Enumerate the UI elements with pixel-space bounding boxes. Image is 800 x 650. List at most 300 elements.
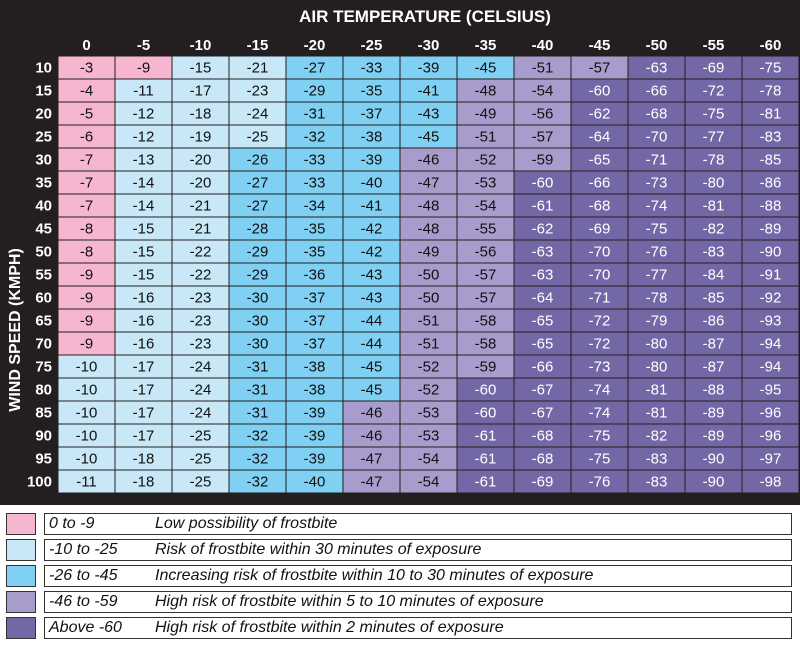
cell-value: -88 [759,197,782,215]
cell-value: -9 [79,289,94,307]
cell-value: -32 [246,473,269,491]
column-header: -45 [588,37,611,54]
cell-value: -37 [303,289,326,307]
cell-value: -7 [79,197,94,215]
cell-value: -75 [588,427,611,445]
cell-value: -89 [702,404,725,422]
cell-value: -30 [246,289,269,307]
row-header: 80 [35,381,52,399]
cell-value: -18 [189,105,212,123]
cell-value: -71 [645,151,668,169]
cell-value: -16 [132,289,155,307]
column-headers [82,37,781,54]
cell-value: -72 [702,82,725,100]
cell-value: -31 [303,105,326,123]
cell-value: -17 [132,427,155,445]
cell-value: -52 [417,358,440,376]
cell-value: -42 [360,243,383,261]
cell-value: -60 [474,404,497,422]
cell-value: -43 [417,105,440,123]
cell-value: -26 [246,151,269,169]
cell-value: -75 [759,59,782,77]
cell-value: -78 [702,151,725,169]
cell-value: -55 [474,220,497,238]
cell-value: -67 [531,404,554,422]
column-header: -15 [246,37,269,54]
cell-value: -74 [588,381,611,399]
cell-value: -21 [189,220,212,238]
cell-value: -22 [189,266,212,284]
cell-value: -39 [303,427,326,445]
cell-value: -90 [702,473,725,491]
cell-value: -68 [531,450,554,468]
cell-value: -12 [132,128,155,146]
cell-value: -32 [246,427,269,445]
legend-description: High risk of frostbite within 2 minutes of exposure [155,619,504,636]
cell-value: -84 [702,266,725,284]
cell-value: -66 [588,174,611,192]
legend-item [6,617,792,639]
cell-value: -25 [189,427,212,445]
cell-value: -90 [759,243,782,261]
cell-value: -28 [246,220,269,238]
cell-value: -24 [246,105,269,123]
row-header: 40 [35,197,52,215]
row-headers [27,60,52,491]
cell-value: -57 [474,266,497,284]
legend-range: -46 to -59 [49,593,118,610]
cell-value: -39 [303,404,326,422]
cell-value: -48 [417,197,440,215]
cell-value: -27 [246,197,269,215]
cell-value: -68 [645,105,668,123]
cell-value: -53 [474,174,497,192]
cell-value: -71 [588,289,611,307]
column-header: -35 [474,37,497,54]
row-header: 95 [35,450,52,468]
column-header: 0 [82,37,91,54]
column-header: -5 [136,37,151,54]
column-header: -30 [417,37,440,54]
cell-value: -9 [136,59,151,77]
cell-value: -87 [702,358,725,376]
legend-description: Risk of frostbite within 30 minutes of exposure [155,541,482,558]
cell-value: -53 [417,404,440,422]
cell-value: -33 [303,151,326,169]
cell-value: -44 [360,312,383,330]
cell-value: -93 [759,312,782,330]
cell-value: -70 [588,243,611,261]
cell-value: -47 [417,174,440,192]
cell-value: -25 [189,450,212,468]
cell-value: -79 [645,312,668,330]
cell-value: -60 [474,381,497,399]
cell-value: -69 [702,59,725,77]
cell-value: -23 [246,82,269,100]
cell-value: -91 [759,266,782,284]
cell-value: -39 [417,59,440,77]
row-header: 10 [35,59,52,77]
cell-value: -57 [474,289,497,307]
cell-value: -15 [132,266,155,284]
cell-value: -83 [759,128,782,146]
cell-value: -65 [531,312,554,330]
cell-value: -15 [189,59,212,77]
cell-value: -49 [474,105,497,123]
cell-value: -60 [588,82,611,100]
cell-value: -24 [189,404,212,422]
legend-item [6,513,792,535]
row-header: 65 [35,312,52,330]
cell-value: -45 [417,128,440,146]
cell-value: -38 [360,128,383,146]
column-header: -40 [531,37,554,54]
cell-value: -58 [474,335,497,353]
cell-value: -62 [588,105,611,123]
cell-value: -75 [702,105,725,123]
cell-value: -92 [759,289,782,307]
row-header: 50 [35,243,52,261]
row-header: 60 [35,289,52,307]
cell-value: -35 [360,82,383,100]
cell-value: -34 [303,197,326,215]
cell-value: -40 [303,473,326,491]
column-header: -20 [303,37,326,54]
row-header: 55 [35,266,52,284]
cell-value: -82 [645,427,668,445]
cell-value: -73 [645,174,668,192]
cell-value: -59 [474,358,497,376]
cell-value: -33 [303,174,326,192]
cell-value: -31 [246,404,269,422]
cell-value: -17 [189,82,212,100]
legend [0,505,800,650]
cell-value: -63 [645,59,668,77]
cell-value: -9 [79,312,94,330]
cell-value: -4 [79,82,94,100]
cell-value: -90 [702,450,725,468]
cell-value: -39 [303,450,326,468]
cell-value: -42 [360,220,383,238]
cell-value: -86 [702,312,725,330]
legend-range: 0 to -9 [49,515,95,532]
cell-value: -65 [588,151,611,169]
cell-value: -5 [79,105,94,123]
cell-value: -57 [531,128,554,146]
cell-value: -43 [360,289,383,307]
cell-value: -11 [133,82,154,100]
cell-value: -3 [79,59,94,77]
cell-value: -66 [645,82,668,100]
cell-value: -43 [360,266,383,284]
cell-value: -37 [303,312,326,330]
cell-value: -32 [303,128,326,146]
cell-value: -81 [759,105,782,123]
cell-value: -39 [360,151,383,169]
cell-value: -47 [360,473,383,491]
cell-value: -68 [588,197,611,215]
column-header: -25 [360,37,383,54]
cell-value: -23 [189,312,212,330]
cell-value: -9 [79,335,94,353]
cell-value: -51 [417,312,440,330]
cell-value: -46 [360,404,383,422]
cell-value: -80 [645,335,668,353]
row-header: 70 [35,335,52,353]
cell-value: -27 [246,174,269,192]
cell-value: -80 [645,358,668,376]
cell-value: -75 [588,450,611,468]
cell-value: -10 [75,381,98,399]
column-header: -10 [189,37,212,54]
cell-value: -16 [132,335,155,353]
cell-value: -94 [759,335,782,353]
cell-value: -95 [759,381,782,399]
row-header: 30 [35,151,52,169]
row-header: 100 [26,473,52,491]
legend-label-box [44,565,792,587]
cell-value: -15 [132,220,155,238]
row-header: 45 [35,220,52,238]
chart-title: AIR TEMPERATURE (CELSIUS) [299,7,551,26]
cell-value: -9 [79,266,94,284]
y-axis-label: WIND SPEED (KMPH) [7,248,24,412]
cell-value: -85 [759,151,782,169]
legend-label-box [44,539,792,561]
cell-value: -74 [588,404,611,422]
cell-value: -38 [303,358,326,376]
cell-value: -76 [588,473,611,491]
cell-value: -41 [417,82,440,100]
cell-value: -40 [360,174,383,192]
cell-value: -29 [303,82,326,100]
cell-value: -47 [360,450,383,468]
cell-value: -51 [531,59,554,77]
cell-value: -83 [645,450,668,468]
legend-label-box [44,513,792,535]
cell-value: -87 [702,335,725,353]
cell-value: -58 [474,312,497,330]
cell-value: -11 [76,473,97,491]
cell-value: -83 [702,243,725,261]
cell-value: -64 [531,289,554,307]
cell-value: -66 [531,358,554,376]
cell-value: -85 [702,289,725,307]
cell-value: -8 [79,243,94,261]
cell-value: -17 [132,404,155,422]
cell-value: -8 [79,220,94,238]
table-cells [58,56,799,493]
cell-value: -88 [702,381,725,399]
cell-value: -18 [132,450,155,468]
cell-value: -98 [759,473,782,491]
cell-value: -17 [132,381,155,399]
cell-value: -36 [303,266,326,284]
cell-value: -97 [759,450,782,468]
cell-value: -23 [189,289,212,307]
cell-value: -10 [75,427,98,445]
cell-value: -25 [246,128,269,146]
legend-swatch [6,539,36,561]
cell-value: -82 [702,220,725,238]
cell-value: -72 [588,335,611,353]
cell-value: -77 [645,266,668,284]
cell-value: -86 [759,174,782,192]
cell-value: -54 [417,450,440,468]
cell-value: -54 [474,197,497,215]
cell-value: -75 [645,220,668,238]
cell-value: -64 [588,128,611,146]
legend-description: High risk of frostbite within 5 to 10 minutes of exposure [155,593,544,610]
cell-value: -19 [189,128,212,146]
cell-value: -45 [360,358,383,376]
cell-value: -35 [303,243,326,261]
legend-item [6,591,792,613]
cell-value: -14 [132,174,155,192]
cell-value: -61 [474,427,497,445]
cell-value: -7 [79,174,94,192]
cell-value: -10 [75,450,98,468]
cell-value: -16 [132,312,155,330]
cell-value: -65 [531,335,554,353]
row-header: 75 [35,358,52,376]
cell-value: -17 [132,358,155,376]
cell-value: -61 [531,197,554,215]
cell-value: -72 [588,312,611,330]
cell-value: -7 [79,151,94,169]
row-header: 90 [35,427,52,445]
cell-value: -13 [132,151,155,169]
row-header: 35 [35,174,52,192]
legend-swatch [6,591,36,613]
cell-value: -20 [189,151,212,169]
cell-value: -46 [417,151,440,169]
row-header: 85 [35,404,52,422]
cell-value: -54 [531,82,554,100]
cell-value: -76 [645,243,668,261]
cell-value: -23 [189,335,212,353]
cell-value: -81 [645,381,668,399]
cell-value: -62 [531,220,554,238]
cell-value: -57 [588,59,611,77]
cell-value: -56 [474,243,497,261]
cell-value: -15 [132,243,155,261]
cell-value: -49 [417,243,440,261]
cell-value: -32 [246,450,269,468]
cell-value: -61 [474,450,497,468]
cell-value: -6 [79,128,94,146]
cell-value: -59 [531,151,554,169]
row-header: 20 [35,105,52,123]
cell-value: -41 [360,197,383,215]
cell-value: -78 [645,289,668,307]
cell-value: -74 [645,197,668,215]
cell-value: -78 [759,82,782,100]
cell-value: -77 [702,128,725,146]
legend-item [6,539,792,561]
cell-value: -29 [246,243,269,261]
row-header: 15 [35,82,52,100]
cell-value: -50 [417,266,440,284]
column-header: -50 [645,37,668,54]
cell-value: -30 [246,335,269,353]
cell-value: -68 [531,427,554,445]
cell-value: -51 [474,128,497,146]
cell-value: -63 [531,266,554,284]
cell-value: -60 [531,174,554,192]
cell-value: -21 [246,59,269,77]
cell-value: -46 [360,427,383,445]
cell-value: -54 [417,473,440,491]
cell-value: -50 [417,289,440,307]
column-header: -55 [702,37,725,54]
cell-value: -27 [303,59,326,77]
cell-value: -96 [759,427,782,445]
cell-value: -52 [474,151,497,169]
cell-value: -24 [189,381,212,399]
legend-description: Low possibility of frostbite [155,515,338,532]
cell-value: -22 [189,243,212,261]
cell-value: -48 [474,82,497,100]
cell-value: -30 [246,312,269,330]
legend-range: Above -60 [49,619,122,636]
cell-value: -37 [360,105,383,123]
cell-value: -70 [645,128,668,146]
legend-swatch [6,565,36,587]
legend-swatch [6,617,36,639]
cell-value: -52 [417,381,440,399]
cell-value: -21 [189,197,212,215]
cell-value: -67 [531,381,554,399]
cell-value: -29 [246,266,269,284]
cell-value: -69 [531,473,554,491]
cell-value: -89 [702,427,725,445]
cell-value: -80 [702,174,725,192]
cell-value: -10 [75,404,98,422]
cell-value: -45 [360,381,383,399]
cell-value: -51 [417,335,440,353]
legend-range: -10 to -25 [49,541,118,558]
cell-value: -18 [132,473,155,491]
cell-value: -12 [132,105,155,123]
legend-range: -26 to -45 [49,567,118,584]
cell-value: -89 [759,220,782,238]
cell-value: -61 [474,473,497,491]
row-header: 25 [35,128,52,146]
cell-value: -53 [417,427,440,445]
cell-value: -10 [75,358,98,376]
cell-value: -96 [759,404,782,422]
cell-value: -37 [303,335,326,353]
cell-value: -14 [132,197,155,215]
cell-value: -24 [189,358,212,376]
cell-value: -33 [360,59,383,77]
cell-value: -45 [474,59,497,77]
cell-value: -70 [588,266,611,284]
legend-description: Increasing risk of frostbite within 10 to 30 minutes of exposure [155,567,594,584]
cell-value: -31 [246,381,269,399]
column-header: -60 [759,37,782,54]
cell-value: -44 [360,335,383,353]
cell-value: -48 [417,220,440,238]
cell-value: -83 [645,473,668,491]
legend-item [6,565,792,587]
cell-value: -81 [645,404,668,422]
cell-value: -56 [531,105,554,123]
cell-value: -73 [588,358,611,376]
cell-value: -69 [588,220,611,238]
legend-label-box [44,617,792,639]
